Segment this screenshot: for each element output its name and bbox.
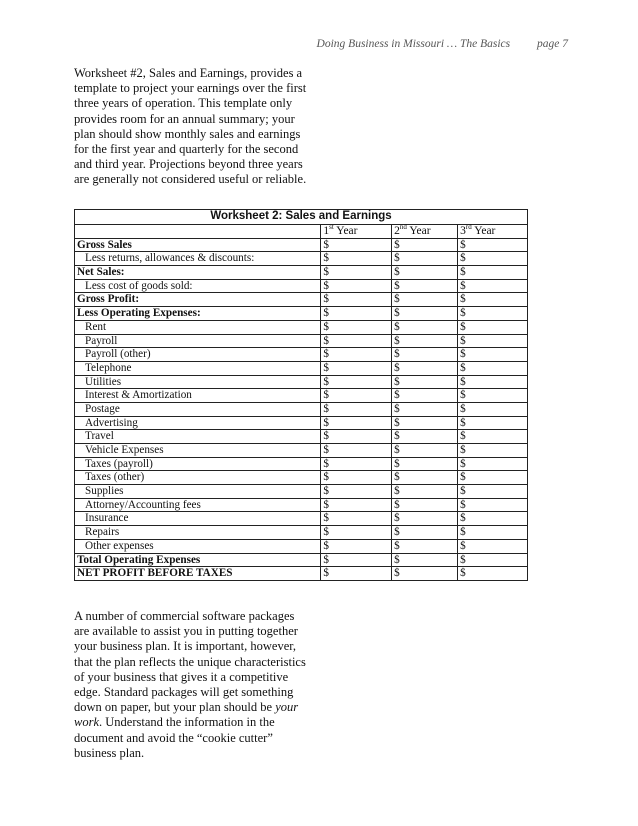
table-row [75,348,528,362]
year-header-3: 3rd Year [458,225,528,239]
worksheet-table [74,209,528,581]
amount-cell-year-3[interactable]: $ [458,539,528,553]
worksheet-title: Worksheet 2: Sales and Earnings [75,210,528,225]
amount-cell-year-3[interactable]: $ [458,361,528,375]
table-row [75,553,528,567]
amount-cell-year-3[interactable]: $ [458,567,528,581]
amount-cell-year-2[interactable]: $ [392,252,458,266]
amount-cell-year-3[interactable]: $ [458,293,528,307]
row-label: Travel [75,430,321,444]
amount-cell-year-1[interactable]: $ [321,307,392,321]
amount-cell-year-2[interactable]: $ [392,444,458,458]
row-label: Less returns, allowances & discounts: [75,252,321,266]
table-row [75,485,528,499]
amount-cell-year-2[interactable]: $ [392,389,458,403]
amount-cell-year-1[interactable]: $ [321,266,392,280]
table-row [75,457,528,471]
table-row [75,430,528,444]
row-label: Telephone [75,361,321,375]
amount-cell-year-1[interactable]: $ [321,389,392,403]
row-label: Rent [75,320,321,334]
amount-cell-year-2[interactable]: $ [392,279,458,293]
amount-cell-year-1[interactable]: $ [321,512,392,526]
row-label: Less Operating Expenses: [75,307,321,321]
table-row [75,279,528,293]
intro-paragraph: Worksheet #2, Sales and Earnings, provides a template to project your earnings over the first three years of operation. This template only provides room for an annual summary; your plan should show monthly sales and earnings for the first year and quarterly for the second and third year. Projections beyond three years are generally not considered useful or reliable. [74,66,307,187]
row-label: Vehicle Expenses [75,444,321,458]
amount-cell-year-1[interactable]: $ [321,279,392,293]
amount-cell-year-3[interactable]: $ [458,430,528,444]
amount-cell-year-2[interactable]: $ [392,293,458,307]
page-number: page 7 [537,38,568,50]
amount-cell-year-1[interactable]: $ [321,430,392,444]
row-label: Less cost of goods sold: [75,279,321,293]
amount-cell-year-2[interactable]: $ [392,361,458,375]
row-label: Postage [75,402,321,416]
running-header [317,38,568,50]
amount-cell-year-2[interactable]: $ [392,457,458,471]
amount-cell-year-3[interactable]: $ [458,471,528,485]
table-row [75,307,528,321]
amount-cell-year-1[interactable]: $ [321,320,392,334]
amount-cell-year-1[interactable]: $ [321,334,392,348]
amount-cell-year-1[interactable]: $ [321,444,392,458]
table-row [75,375,528,389]
table-row [75,252,528,266]
closing-text-end: . Understand the information in the document and avoid the “cookie cutter” business plan. [74,715,275,760]
amount-cell-year-2[interactable]: $ [392,348,458,362]
amount-cell-year-3[interactable]: $ [458,375,528,389]
table-row [75,266,528,280]
amount-cell-year-1[interactable]: $ [321,361,392,375]
row-label: Total Operating Expenses [75,553,321,567]
amount-cell-year-3[interactable]: $ [458,252,528,266]
table-row [75,498,528,512]
amount-cell-year-2[interactable]: $ [392,512,458,526]
table-row [75,293,528,307]
table-row [75,416,528,430]
table-row [75,512,528,526]
row-label: NET PROFIT BEFORE TAXES [75,567,321,581]
amount-cell-year-1[interactable]: $ [321,238,392,252]
table-row [75,238,528,252]
label-header-cell [75,225,321,239]
amount-cell-year-1[interactable]: $ [321,252,392,266]
amount-cell-year-3[interactable]: $ [458,307,528,321]
row-label: Insurance [75,512,321,526]
amount-cell-year-2[interactable]: $ [392,375,458,389]
amount-cell-year-2[interactable]: $ [392,416,458,430]
table-row [75,526,528,540]
amount-cell-year-3[interactable]: $ [458,444,528,458]
amount-cell-year-2[interactable]: $ [392,567,458,581]
amount-cell-year-1[interactable]: $ [321,375,392,389]
row-label: Interest & Amortization [75,389,321,403]
amount-cell-year-1[interactable]: $ [321,416,392,430]
amount-cell-year-3[interactable]: $ [458,389,528,403]
amount-cell-year-1[interactable]: $ [321,498,392,512]
amount-cell-year-2[interactable]: $ [392,320,458,334]
table-row [75,361,528,375]
amount-cell-year-1[interactable]: $ [321,471,392,485]
row-label: Taxes (other) [75,471,321,485]
row-label: Repairs [75,526,321,540]
amount-cell-year-2[interactable]: $ [392,539,458,553]
table-row [75,539,528,553]
worksheet-body [75,238,528,580]
amount-cell-year-1[interactable]: $ [321,526,392,540]
amount-cell-year-1[interactable]: $ [321,348,392,362]
amount-cell-year-3[interactable]: $ [458,498,528,512]
amount-cell-year-2[interactable]: $ [392,485,458,499]
row-label: Payroll (other) [75,348,321,362]
row-label: Taxes (payroll) [75,457,321,471]
row-label: Supplies [75,485,321,499]
amount-cell-year-3[interactable]: $ [458,512,528,526]
closing-emphasis: your work [74,700,299,730]
amount-cell-year-2[interactable]: $ [392,402,458,416]
amount-cell-year-3[interactable]: $ [458,553,528,567]
amount-cell-year-2[interactable]: $ [392,266,458,280]
amount-cell-year-3[interactable]: $ [458,485,528,499]
amount-cell-year-1[interactable]: $ [321,567,392,581]
amount-cell-year-3[interactable]: $ [458,526,528,540]
amount-cell-year-3[interactable]: $ [458,279,528,293]
row-label: Other expenses [75,539,321,553]
table-row [75,320,528,334]
amount-cell-year-3[interactable]: $ [458,402,528,416]
row-label: Net Sales: [75,266,321,280]
table-row [75,402,528,416]
amount-cell-year-2[interactable]: $ [392,430,458,444]
row-label: Attorney/Accounting fees [75,498,321,512]
table-row [75,567,528,581]
closing-text-start: A number of commercial software packages are available to assist you in putting together your business plan. It is important, however, that the plan reflects the unique characteristics of your business that gives it a competitive edge. Standard packages will get something down on paper, but your plan should be [74,609,306,715]
year-header-2: 2nd Year [392,225,458,239]
amount-cell-year-1[interactable]: $ [321,457,392,471]
row-label: Utilities [75,375,321,389]
amount-cell-year-2[interactable]: $ [392,238,458,252]
amount-cell-year-3[interactable]: $ [458,238,528,252]
amount-cell-year-1[interactable]: $ [321,553,392,567]
worksheet-title-row [75,210,528,225]
row-label: Gross Sales [75,238,321,252]
amount-cell-year-1[interactable]: $ [321,485,392,499]
row-label: Payroll [75,334,321,348]
amount-cell-year-2[interactable]: $ [392,334,458,348]
row-label: Gross Profit: [75,293,321,307]
amount-cell-year-3[interactable]: $ [458,348,528,362]
amount-cell-year-2[interactable]: $ [392,553,458,567]
amount-cell-year-1[interactable]: $ [321,402,392,416]
amount-cell-year-3[interactable]: $ [458,320,528,334]
year-header-1: 1st Year [321,225,392,239]
table-row [75,334,528,348]
amount-cell-year-3[interactable]: $ [458,457,528,471]
row-label: Advertising [75,416,321,430]
amount-cell-year-1[interactable]: $ [321,539,392,553]
amount-cell-year-3[interactable]: $ [458,416,528,430]
year-header-row [75,225,528,239]
table-row [75,389,528,403]
amount-cell-year-1[interactable]: $ [321,293,392,307]
amount-cell-year-2[interactable]: $ [392,471,458,485]
amount-cell-year-3[interactable]: $ [458,334,528,348]
amount-cell-year-3[interactable]: $ [458,266,528,280]
amount-cell-year-2[interactable]: $ [392,526,458,540]
table-row [75,471,528,485]
table-row [75,444,528,458]
closing-paragraph [74,609,310,761]
amount-cell-year-2[interactable]: $ [392,498,458,512]
header-title: Doing Business in Missouri … The Basics [316,38,511,50]
amount-cell-year-2[interactable]: $ [392,307,458,321]
